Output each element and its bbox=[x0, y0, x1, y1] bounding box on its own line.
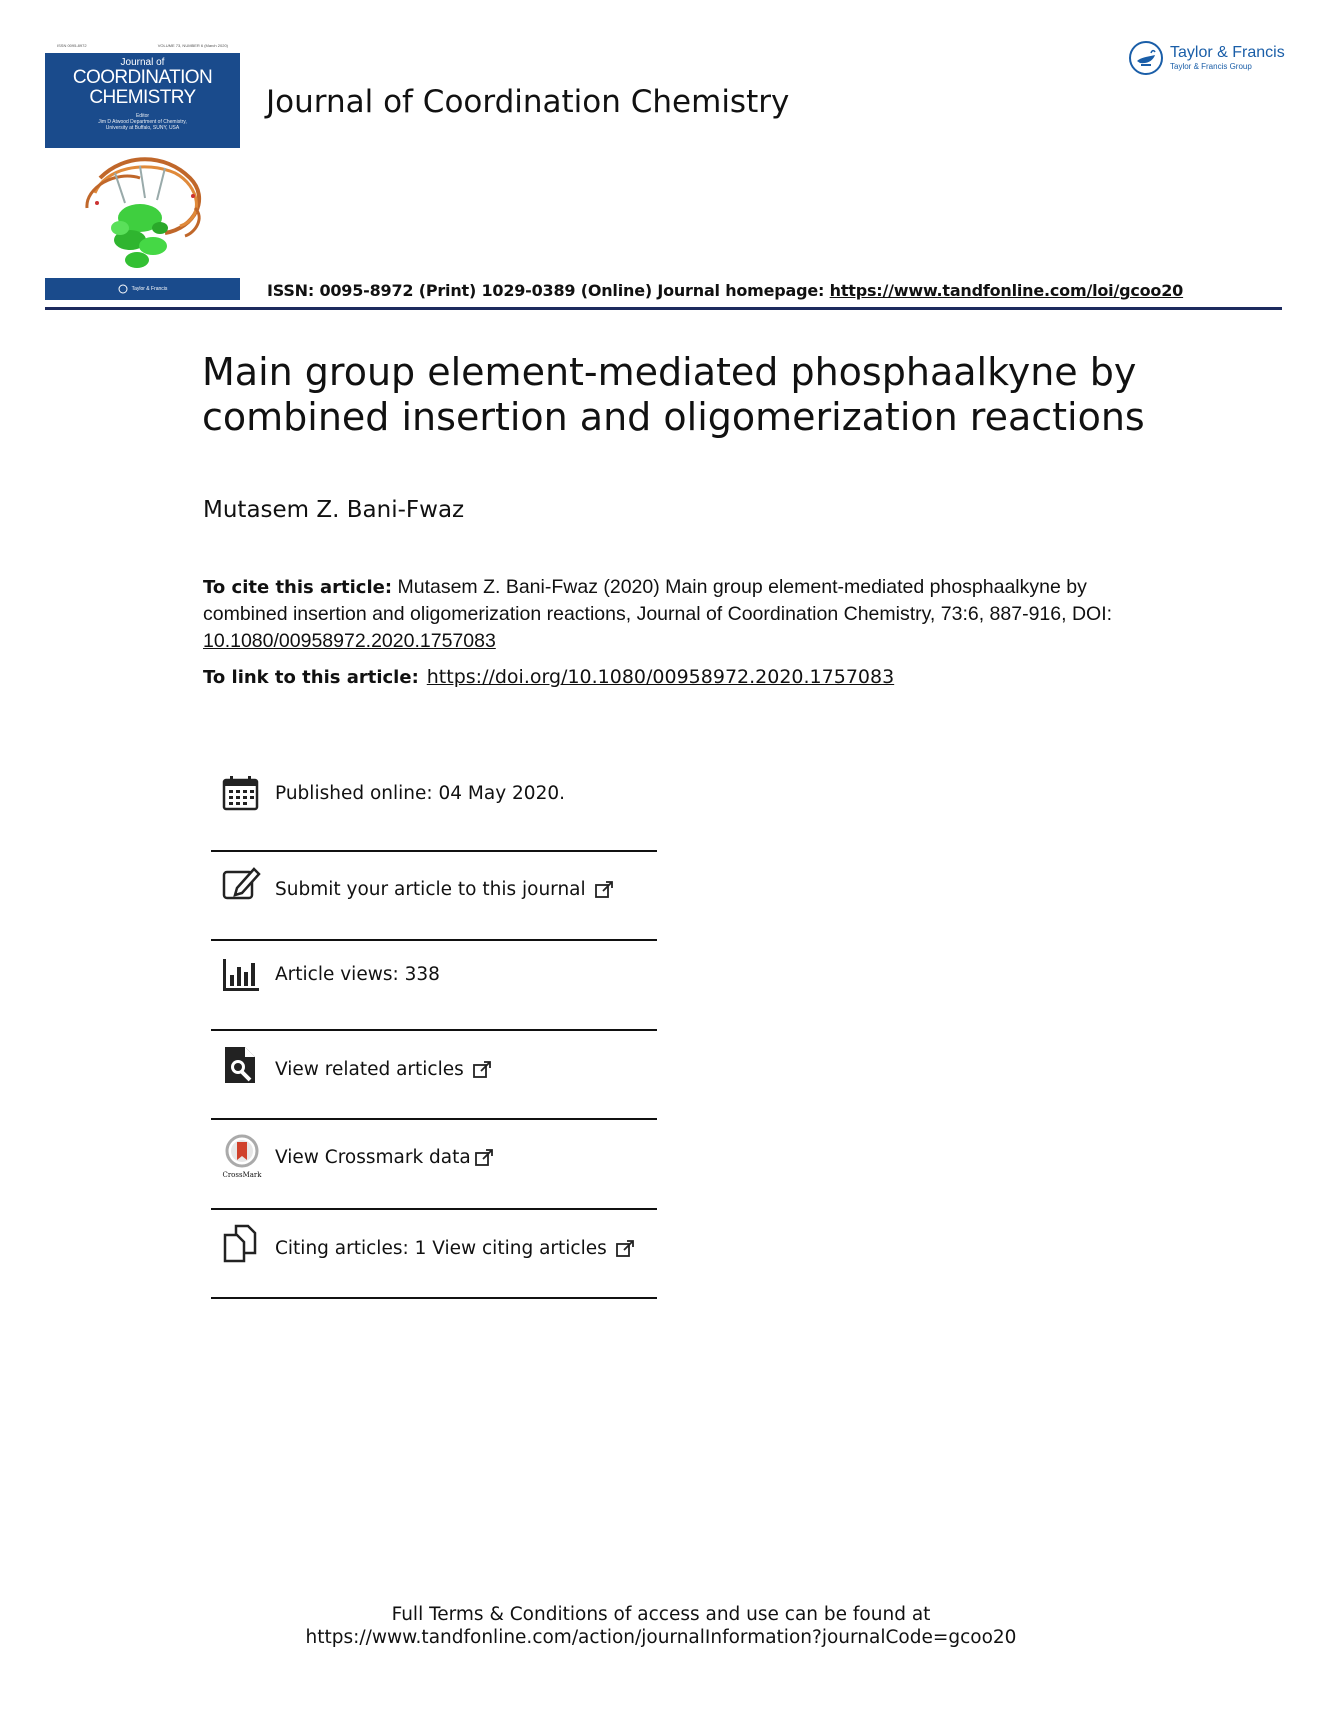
header-divider bbox=[45, 307, 1282, 310]
cover-publisher: Taylor & Francis bbox=[131, 286, 168, 292]
citation-doi-link[interactable]: 10.1080/00958972.2020.1757083 bbox=[203, 630, 496, 652]
article-link-label: To link to this article: bbox=[203, 667, 419, 688]
article-title: Main group element-mediated phosphaalkyne by combined insertion and oligomerization reactions bbox=[202, 350, 1145, 439]
citing-pages-icon bbox=[221, 1223, 261, 1263]
submit-article-row[interactable] bbox=[211, 852, 657, 941]
cover-line-1: Journal of bbox=[120, 57, 165, 68]
article-author: Mutasem Z. Bani-Fwaz bbox=[203, 497, 465, 523]
crossmark-row[interactable] bbox=[211, 1120, 657, 1210]
cover-top-strip bbox=[45, 43, 240, 53]
journal-cover bbox=[45, 43, 240, 300]
external-link-icon bbox=[474, 1148, 494, 1168]
related-articles-label: View related articles bbox=[275, 1059, 464, 1080]
article-link-row bbox=[203, 666, 894, 688]
crossmark-logo-text: CrossMark bbox=[222, 1171, 262, 1179]
article-views-text: Article views: 338 bbox=[275, 964, 440, 985]
citation-text: Mutasem Z. Bani-Fwaz (2020) Main group element-mediated phosphaalkyne by combined insertion and oligomerization reactions, Journal of Coordination Chemistry, 73:6, 887-916, DOI: bbox=[203, 576, 1113, 625]
crossmark-label: View Crossmark data bbox=[275, 1147, 471, 1168]
cover-line-3: CHEMISTRY bbox=[89, 87, 196, 108]
article-views-row bbox=[211, 941, 657, 1031]
cover-volume: VOLUME 73, NUMBER 6 (March 2020) bbox=[157, 43, 228, 48]
footer-terms-url[interactable]: https://www.tandfonline.com/action/journalInformation?journalCode=gcoo20 bbox=[305, 1627, 1017, 1648]
article-doi-url-link[interactable]: https://doi.org/10.1080/00958972.2020.1757083 bbox=[426, 666, 895, 688]
calendar-icon bbox=[221, 773, 261, 813]
external-link-icon bbox=[615, 1239, 635, 1259]
crossmark-icon bbox=[221, 1134, 263, 1178]
article-info-list bbox=[211, 763, 657, 1299]
cover-tf-icon bbox=[118, 284, 128, 294]
published-online-text: Published online: 04 May 2020. bbox=[275, 783, 566, 804]
citing-articles-link[interactable] bbox=[275, 1238, 635, 1259]
external-link-icon bbox=[472, 1060, 492, 1080]
cover-molecule-illustration bbox=[45, 148, 240, 278]
taylor-francis-lamp-icon bbox=[1128, 40, 1164, 76]
bar-chart-icon bbox=[221, 955, 261, 995]
citation-block bbox=[203, 574, 1133, 655]
submit-article-label: Submit your article to this journal bbox=[275, 879, 586, 900]
search-document-icon bbox=[221, 1045, 261, 1085]
cover-line-2: COORDINATION bbox=[72, 67, 213, 88]
citing-articles-row[interactable] bbox=[211, 1210, 657, 1299]
issn-line bbox=[267, 281, 1183, 300]
related-articles-link[interactable] bbox=[275, 1059, 492, 1080]
journal-homepage-link[interactable]: https://www.tandfonline.com/loi/gcoo20 bbox=[829, 281, 1184, 300]
citing-articles-label: Citing articles: 1 View citing articles bbox=[275, 1238, 607, 1259]
cover-publisher-band bbox=[45, 278, 240, 300]
publisher-name: Taylor & Francis bbox=[1170, 44, 1285, 61]
submit-article-link[interactable] bbox=[275, 879, 614, 900]
citation-label: To cite this article: bbox=[203, 577, 393, 598]
edit-icon bbox=[221, 864, 261, 904]
cover-editor: Editor bbox=[135, 113, 150, 119]
cover-editor-affil: University at Buffalo, SUNY, USA bbox=[105, 125, 180, 131]
issn-text: ISSN: 0095-8972 (Print) 1029-0389 (Online) Journal homepage: bbox=[267, 281, 830, 300]
crossmark-link[interactable] bbox=[275, 1147, 494, 1168]
external-link-icon bbox=[594, 880, 614, 900]
publisher-logo[interactable] bbox=[1128, 38, 1285, 78]
cover-issn: ISSN 0095-8972 bbox=[57, 43, 87, 48]
related-articles-row[interactable] bbox=[211, 1031, 657, 1120]
journal-title: Journal of Coordination Chemistry bbox=[266, 84, 790, 120]
publisher-group: Taylor & Francis Group bbox=[1170, 62, 1252, 71]
footer-line-1: Full Terms & Conditions of access and use can be found at bbox=[391, 1604, 931, 1625]
published-online-row bbox=[211, 763, 657, 852]
cover-title-band bbox=[45, 53, 240, 148]
publisher-logo-text bbox=[1170, 45, 1285, 71]
cover-editor-name: Jim D Atwood Department of Chemistry, bbox=[98, 119, 187, 125]
terms-footer bbox=[0, 1603, 1322, 1649]
